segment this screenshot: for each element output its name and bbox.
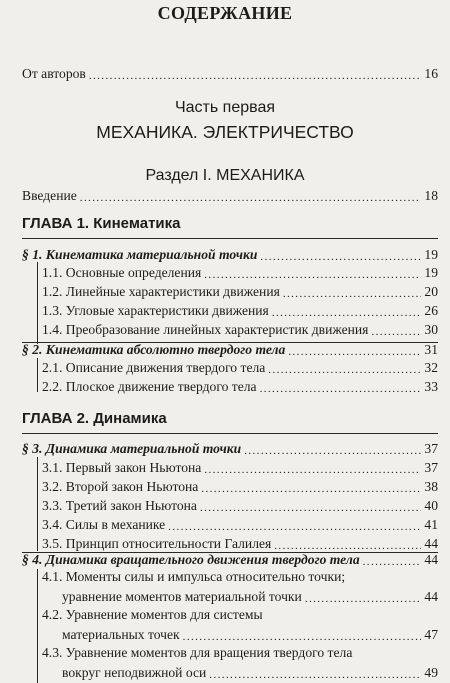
section-title: Раздел I. МЕХАНИКА xyxy=(145,167,305,184)
toc-entry-page: 20 xyxy=(424,284,438,299)
toc-entry-label: материальных точек xyxy=(62,627,180,642)
group-bar xyxy=(37,262,38,344)
dot-leader xyxy=(209,669,421,681)
toc-entry-page: 38 xyxy=(424,479,438,494)
toc-entry-page: 30 xyxy=(424,322,438,337)
toc-entry[interactable] xyxy=(42,302,438,319)
toc-entry-page: 31 xyxy=(424,342,438,357)
dot-leader xyxy=(260,251,421,263)
toc-entry[interactable] xyxy=(42,359,438,376)
dot-leader xyxy=(200,502,421,514)
toc-entry-line1[interactable]: 4.3. Уравнение моментов для вращения твердого тела xyxy=(42,645,353,660)
dot-leader xyxy=(268,364,421,376)
toc-entry-label: уравнение моментов материальной точки xyxy=(62,589,302,604)
toc-entry-page: 19 xyxy=(424,265,438,280)
dot-leader xyxy=(89,70,422,82)
toc-entry-intro[interactable] xyxy=(22,187,438,204)
part-title: Часть первая xyxy=(174,99,275,116)
rule-top xyxy=(22,433,438,434)
toc-entry-label: § 2. Кинематика абсолютно твердого тела xyxy=(22,342,286,357)
toc-paragraph-4[interactable] xyxy=(22,551,438,568)
toc-entry-line1[interactable]: 4.2. Уравнение моментов для системы xyxy=(42,607,263,622)
toc-entry[interactable] xyxy=(42,378,438,395)
toc-entry-label: 3.4. Силы в механике xyxy=(42,517,166,532)
dot-leader xyxy=(371,326,421,338)
toc-entry-page: 37 xyxy=(424,441,438,456)
page-title: СОДЕРЖАНИЕ xyxy=(157,3,293,23)
dot-leader xyxy=(244,445,421,457)
toc-entry-label: 1.3. Угловые характеристики движения xyxy=(42,303,269,318)
toc-entry-page: 33 xyxy=(424,379,438,394)
toc-paragraph-3[interactable] xyxy=(22,440,438,457)
toc-paragraph-1[interactable] xyxy=(22,246,438,263)
toc-entry-page: 44 xyxy=(424,536,438,551)
toc-entry-page: 32 xyxy=(424,360,438,375)
chapter-2-heading: ГЛАВА 2. Динамика xyxy=(22,410,167,427)
group-bar xyxy=(37,358,38,392)
toc-entry-label: 3.1. Первый закон Ньютона xyxy=(42,460,202,475)
toc-entry[interactable] xyxy=(42,459,438,476)
part-subtitle: МЕХАНИКА. ЭЛЕКТРИЧЕСТВО xyxy=(96,122,354,142)
toc-entry[interactable] xyxy=(42,535,438,552)
toc-entry-label: § 3. Динамика материальной точки xyxy=(22,441,242,456)
dot-leader xyxy=(201,483,421,495)
dot-leader xyxy=(168,521,421,533)
toc-entry[interactable] xyxy=(62,626,438,643)
dot-leader xyxy=(305,593,422,605)
toc-entry-label: 2.2. Плоское движение твердого тела xyxy=(42,379,257,394)
toc-entry[interactable] xyxy=(62,664,438,681)
toc-entry-label: 3.3. Третий закон Ньютона xyxy=(42,498,197,513)
toc-entry-page: 26 xyxy=(424,303,438,318)
dot-leader xyxy=(204,269,421,281)
toc-entry-label: 1.2. Линейные характеристики движения xyxy=(42,284,280,299)
toc-entry-page: 16 xyxy=(424,66,438,81)
rule-top xyxy=(22,238,438,239)
chapter-1-heading: ГЛАВА 1. Кинематика xyxy=(22,215,181,232)
toc-paragraph-2[interactable] xyxy=(22,341,438,358)
toc-entry-page: 44 xyxy=(424,589,438,604)
dot-leader xyxy=(183,631,422,643)
toc-entry-label: вокруг неподвижной оси xyxy=(62,665,207,680)
toc-entry[interactable] xyxy=(42,516,438,533)
toc-entry-page: 37 xyxy=(424,460,438,475)
toc-entry[interactable] xyxy=(42,497,438,514)
toc-entry-page: 49 xyxy=(424,665,438,680)
group-bar xyxy=(37,457,38,551)
dot-leader xyxy=(260,383,422,395)
toc-entry[interactable] xyxy=(42,321,438,338)
toc-entry-label: § 4. Динамика вращательного движения твердого тела xyxy=(22,552,360,567)
toc-entry[interactable] xyxy=(42,478,438,495)
toc-entry-label: От авторов xyxy=(22,66,86,81)
toc-entry-page: 41 xyxy=(424,517,438,532)
dot-leader xyxy=(288,346,421,358)
dot-leader xyxy=(363,556,422,568)
toc-entry[interactable] xyxy=(42,264,438,281)
dot-leader xyxy=(272,307,422,319)
toc-entry-label: 3.5. Принцип относительности Галилея xyxy=(42,536,272,551)
toc-entry-page: 47 xyxy=(424,627,438,642)
toc-entry-label: 1.4. Преобразование линейных характеристик движения xyxy=(42,322,369,337)
toc-entry-page: 44 xyxy=(424,552,438,567)
toc-entry-label: 1.1. Основные определения xyxy=(42,265,202,280)
toc-entry-authors[interactable] xyxy=(22,65,438,82)
toc-entry-page: 19 xyxy=(424,247,438,262)
toc-entry-page: 40 xyxy=(424,498,438,513)
toc-entry-label: § 1. Кинематика материальной точки xyxy=(22,247,258,262)
toc-entry-line1[interactable]: 4.1. Моменты силы и импульса относительно точки; xyxy=(42,569,346,584)
toc-entry[interactable] xyxy=(42,283,438,300)
toc-entry-page: 18 xyxy=(424,188,438,203)
group-bar xyxy=(37,569,38,683)
dot-leader xyxy=(80,192,422,204)
toc-entry[interactable] xyxy=(62,588,438,605)
toc-entry-label: 3.2. Второй закон Ньютона xyxy=(42,479,199,494)
dot-leader xyxy=(204,464,421,476)
toc-entry-label: Введение xyxy=(22,188,77,203)
toc-entry-label: 2.1. Описание движения твердого тела xyxy=(42,360,266,375)
dot-leader xyxy=(283,288,422,300)
